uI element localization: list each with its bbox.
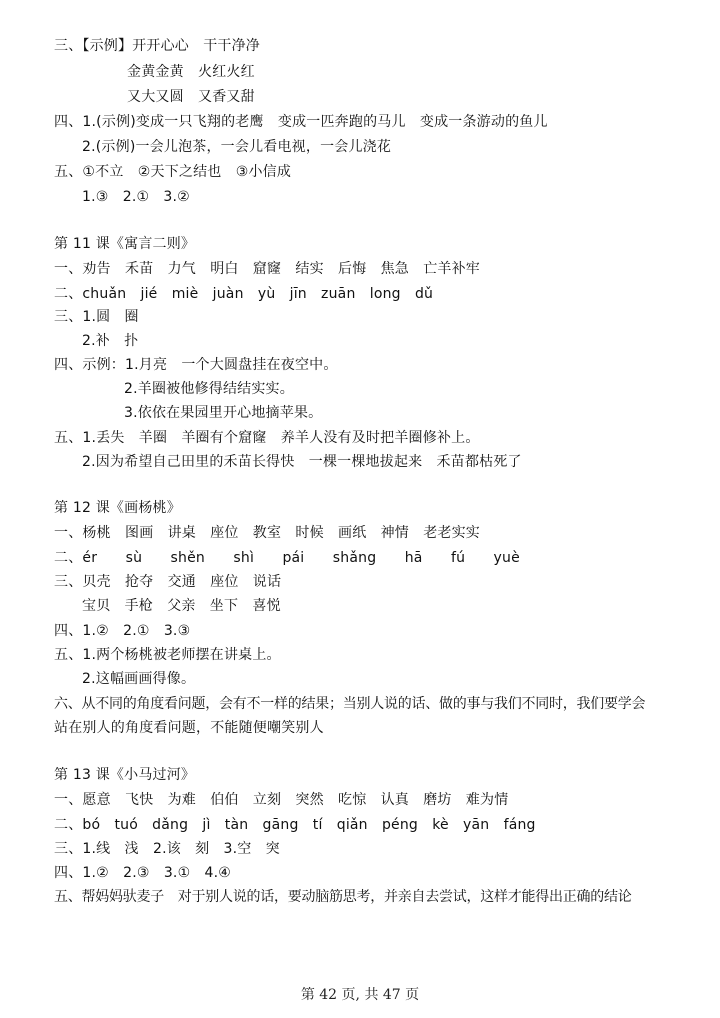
answer-line: 站在别人的角度看问题，不能随便嘲笑别人 xyxy=(54,720,324,736)
answer-line: 四、示例：1.月亮 一个大圆盘挂在夜空中。 xyxy=(54,357,338,373)
answer-line: 2.补 扑 xyxy=(82,333,139,349)
answer-line: 一、劝告 禾苗 力气 明白 窟窿 结实 后悔 焦急 亡羊补牢 xyxy=(54,261,480,277)
answer-line: 五、①不立 ②天下之结也 ③小信成 xyxy=(54,164,292,180)
lesson-heading: 第 13 课《小马过河》 xyxy=(54,767,196,783)
lesson-heading: 第 11 课《寓言二则》 xyxy=(54,236,196,252)
answer-line: 二、chuǎn jié miè juàn yù jīn zuān long dǔ xyxy=(54,286,434,302)
answer-line: 2.因为希望自己田里的禾苗长得快 一棵一棵地拔起来 禾苗都枯死了 xyxy=(82,454,522,470)
answer-line: 宝贝 手枪 父亲 坐下 喜悦 xyxy=(82,598,281,614)
answer-line: 2.(示例)一会儿泡茶，一会儿看电视，一会儿浇花 xyxy=(82,139,392,155)
answer-line: 一、愿意 飞快 为难 伯伯 立刻 突然 吃惊 认真 磨坊 难为情 xyxy=(54,792,509,808)
answer-line: 五、1.丢失 羊圈 羊圈有个窟窿 养羊人没有及时把羊圈修补上。 xyxy=(54,430,480,446)
answer-line: 四、1.② 2.① 3.③ xyxy=(54,623,191,639)
answer-line: 六、从不同的角度看问题，会有不一样的结果；当别人说的话、做的事与我们不同时，我们要学会 xyxy=(54,696,646,712)
answer-line: 一、杨桃 图画 讲桌 座位 教室 时候 画纸 神情 老老实实 xyxy=(54,525,480,541)
answer-line: 三、【示例】开开心心 干干净净 xyxy=(54,38,260,54)
answer-line: 1.③ 2.① 3.② xyxy=(82,189,190,205)
answer-line: 2.这幅画画得像。 xyxy=(82,671,196,687)
answer-line: 金黄金黄 火红火红 xyxy=(127,64,255,80)
answer-line: 五、帮妈妈驮麦子 对于别人说的话，要动脑筋思考，并亲自去尝试，这样才能得出正确的结论 xyxy=(54,889,632,905)
answer-line: 二、ér sù shěn shì pái shǎng hā fú yuè xyxy=(54,550,520,566)
answer-line: 三、贝壳 抢夺 交通 座位 说话 xyxy=(54,574,282,590)
page-number-footer: 第 42 页, 共 47 页 xyxy=(300,987,420,1003)
answer-line: 2.羊圈被他修得结结实实。 xyxy=(124,381,294,397)
lesson-heading: 第 12 课《画杨桃》 xyxy=(54,500,181,516)
answer-line: 三、1.圆 圈 xyxy=(54,309,139,325)
answer-line: 3.依依在果园里开心地摘苹果。 xyxy=(124,405,323,421)
answer-line: 四、1.(示例)变成一只飞翔的老鹰 变成一匹奔跑的马儿 变成一条游动的鱼儿 xyxy=(54,114,548,130)
answer-line: 五、1.两个杨桃被老师摆在讲桌上。 xyxy=(54,647,281,663)
answer-line: 二、bó tuó dǎng jì tàn gāng tí qiǎn péng kè yān fáng xyxy=(54,817,536,833)
answer-line: 四、1.② 2.③ 3.① 4.④ xyxy=(54,865,232,881)
answer-line: 又大又圆 又香又甜 xyxy=(127,89,255,105)
answer-line: 三、1.线 浅 2.该 刻 3.空 突 xyxy=(54,841,280,857)
